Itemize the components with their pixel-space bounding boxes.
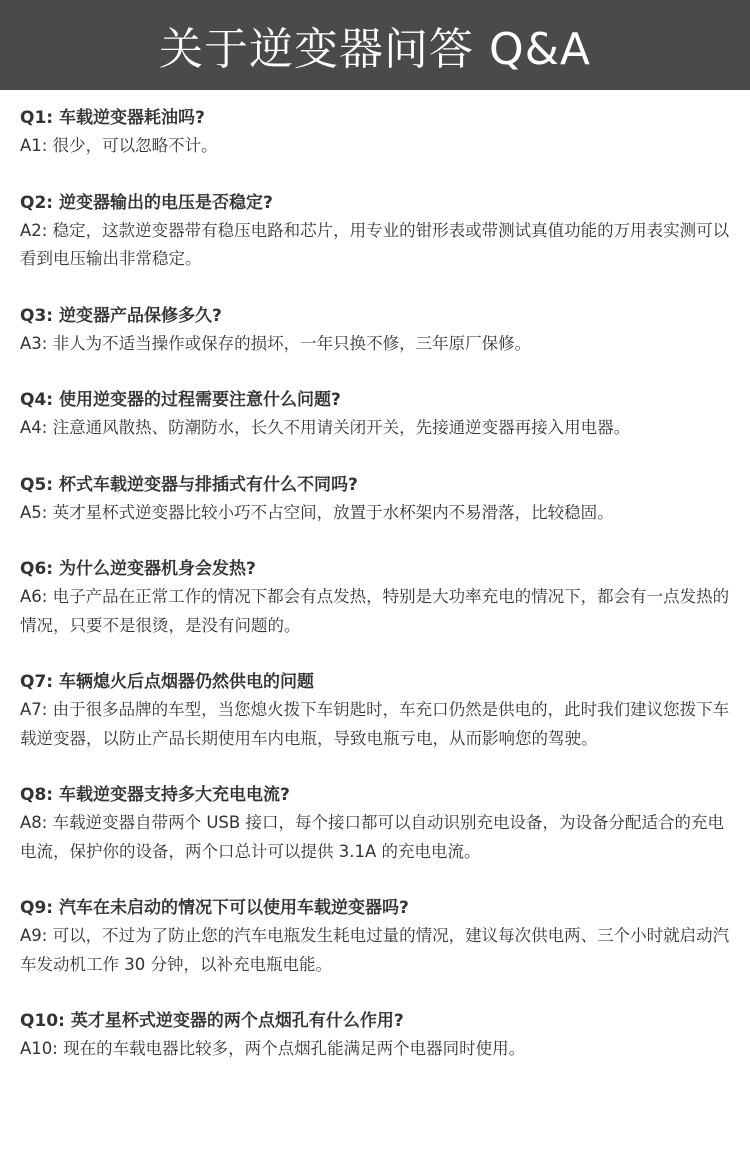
answer-7: A7: 由于很多品牌的车型，当您熄火拨下车钥匙时，车充口仍然是供电的，此时我们建议您拨下车载逆变器，以防止产品长期使用车内电瓶，导致电瓶亏电，从而影响您的驾驶。 xyxy=(20,700,730,748)
answer-3: A3: 非人为不适当操作或保存的损坏，一年只换不修，三年原厂保修。 xyxy=(20,333,532,353)
page-header xyxy=(0,0,750,90)
qa-item-9 xyxy=(20,894,730,979)
question-4: Q4: 使用逆变器的过程需要注意什么问题? xyxy=(20,390,341,410)
answer-9: A9: 可以，不过为了防止您的汽车电瓶发生耗电过量的情况，建议每次供电两、三个小时就启动汽车发动机工作 30 分钟，以补充电瓶电能。 xyxy=(20,926,730,974)
qa-item-6 xyxy=(20,555,730,640)
qa-item-10 xyxy=(20,1007,730,1064)
answer-6: A6: 电子产品在正常工作的情况下都会有点发热，特别是大功率充电的情况下，都会有一点发热的情况，只要不是很烫，是没有问题的。 xyxy=(20,587,730,635)
question-2: Q2: 逆变器输出的电压是否稳定? xyxy=(20,192,273,213)
qa-item-7 xyxy=(20,668,730,753)
qa-item-4 xyxy=(20,386,730,443)
answer-1: A1: 很少，可以忽略不计。 xyxy=(20,136,218,155)
qa-list xyxy=(0,90,750,1064)
question-6: Q6: 为什么逆变器机身会发热? xyxy=(20,559,256,579)
answer-8: A8: 车载逆变器自带两个 USB 接口，每个接口都可以自动识别充电设备，为设备分配适合的充电电流，保护你的设备，两个口总计可以提供 3.1A 的充电电流。 xyxy=(20,813,724,861)
question-9: Q9: 汽车在未启动的情况下可以使用车载逆变器吗? xyxy=(20,898,409,918)
answer-2: A2: 稳定，这款逆变器带有稳压电路和芯片，用专业的钳形表或带测试真值功能的万用表实测可以看到电压输出非常稳定。 xyxy=(20,220,730,268)
question-3: Q3: 逆变器产品保修多久? xyxy=(20,305,222,326)
page-title: 关于逆变器问答 Q&A xyxy=(158,24,592,75)
question-1: Q1: 车载逆变器耗油吗? xyxy=(20,108,205,128)
qa-item-3 xyxy=(20,302,730,359)
question-7: Q7: 车辆熄火后点烟器仍然供电的问题 xyxy=(20,672,314,692)
answer-10: A10: 现在的车载电器比较多，两个点烟孔能满足两个电器同时使用。 xyxy=(20,1039,526,1058)
qa-item-2 xyxy=(20,189,730,274)
qa-item-5 xyxy=(20,471,730,528)
qa-item-1 xyxy=(20,104,730,161)
qa-item-8 xyxy=(20,781,730,866)
question-8: Q8: 车载逆变器支持多大充电电流? xyxy=(20,785,290,805)
question-5: Q5: 杯式车载逆变器与排插式有什么不同吗? xyxy=(20,474,358,495)
answer-4: A4: 注意通风散热、防潮防水，长久不用请关闭开关，先接通逆变器再接入用电器。 xyxy=(20,418,631,437)
answer-5: A5: 英才星杯式逆变器比较小巧不占空间，放置于水杯架内不易滑落，比较稳固。 xyxy=(20,502,614,522)
question-10: Q10: 英才星杯式逆变器的两个点烟孔有什么作用? xyxy=(20,1011,404,1031)
